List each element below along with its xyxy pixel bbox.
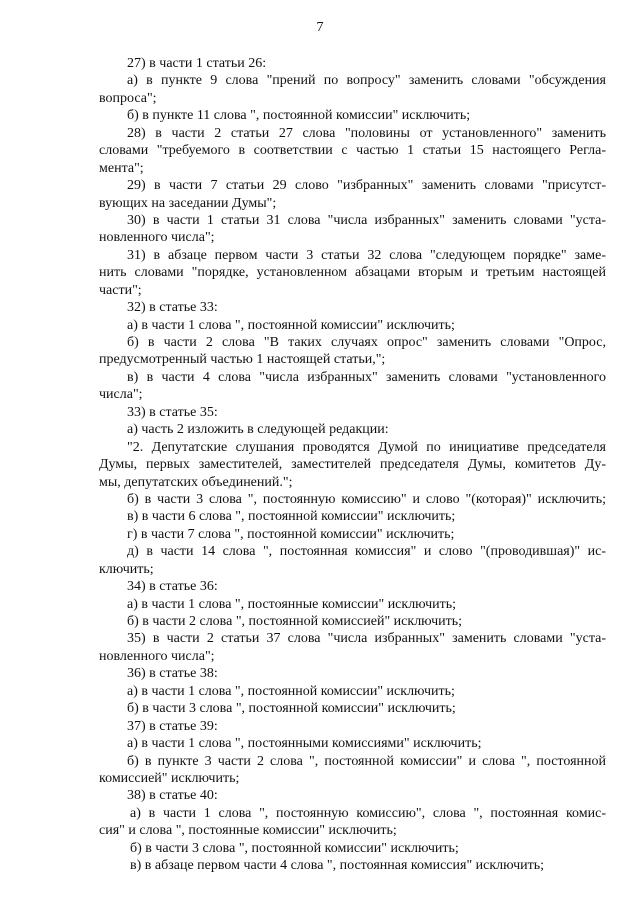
- text-line: б) в пункте 3 части 2 слова ", постоянной комиссии" и слова ", постоянной: [127, 753, 606, 769]
- text-line: а) в части 1 слова ", постоянными комиссиями" исключить;: [127, 736, 482, 752]
- text-line: 32) в статье 33:: [127, 300, 218, 316]
- text-line: мента";: [99, 160, 144, 176]
- text-line: числа";: [99, 387, 143, 403]
- text-line: Думы, первых заместителей, заместителей председателя Думы, комитетов Ду-: [99, 457, 606, 473]
- text-line: 27) в части 1 статьи 26:: [127, 56, 267, 71]
- text-line: 37) в статье 39:: [127, 718, 218, 734]
- text-line: предусмотренный частью 1 настоящей статьи,";: [99, 352, 386, 368]
- text-line: 33) в статье 35:: [127, 404, 218, 420]
- text-line: в) в абзаце первом части 4 слова ", постоянная комиссия" исключить;: [130, 858, 545, 874]
- text-line: вующих на заседании Думы";: [99, 195, 277, 211]
- text-line: в) в части 4 слова "числа избранных" заменить словами "установленного: [127, 369, 606, 385]
- text-line: комиссией" исключить;: [99, 770, 240, 786]
- text-line: б) в части 3 слова ", постоянной комиссии" исключить;: [127, 701, 456, 717]
- text-line: 35) в части 2 статьи 37 слова "числа избранных" заменить словами "уста-: [127, 631, 606, 647]
- text-line: 28) в части 2 статьи 27 слова "половины от установленного" заменить: [127, 125, 606, 141]
- text-line: сия" и слова ", постоянные комиссии" исключить;: [99, 823, 397, 839]
- text-line: б) в части 3 слова ", постоянной комиссии" исключить;: [130, 840, 459, 856]
- text-line: вопроса";: [99, 90, 157, 106]
- text-line: б) в пункте 11 слова ", постоянной комиссии" исключить;: [127, 108, 471, 124]
- text-line: "2. Депутатские слушания проводятся Думой по инициативе председателя: [127, 439, 606, 455]
- text-line: ключить;: [99, 561, 154, 577]
- text-line: 38) в статье 40:: [127, 788, 218, 804]
- text-line: 29) в части 7 статьи 29 слово "избранных" заменить словами "присутст-: [127, 178, 606, 194]
- text-line: б) в части 2 слова ", постоянной комиссией" исключить;: [127, 614, 463, 629]
- text-line: 36) в статье 38:: [127, 666, 218, 682]
- text-line: д) в части 14 слова ", постоянная комиссия" и слово "(проводившая)" ис-: [127, 544, 606, 560]
- text-line: 30) в части 1 статьи 31 слова "числа избранных" заменить словами "уста-: [127, 212, 606, 228]
- text-line: словами "требуемого в соответствии с частью 1 статьи 15 настоящего Регла-: [99, 143, 606, 159]
- text-line: а) в пункте 9 слова "прений по вопросу" заменить словами "обсуждения: [127, 73, 606, 89]
- text-line: г) в части 7 слова ", постоянной комиссии" исключить;: [127, 526, 455, 542]
- text-line: 34) в статье 36:: [127, 579, 218, 595]
- text-line: а) в части 1 слова ", постоянной комиссии" исключить;: [127, 317, 455, 333]
- text-line: мы, депутатских объединений.";: [99, 474, 293, 490]
- text-line: нить словами "порядке, установленном абзацами вторым и третьим настоящей: [99, 265, 606, 281]
- text-line: части";: [99, 282, 142, 298]
- text-line: новленного числа";: [99, 648, 215, 664]
- text-line: а) в части 1 слова ", постоянные комиссии" исключить;: [127, 596, 457, 612]
- text-line: а) часть 2 изложить в следующей редакции:: [127, 422, 389, 438]
- text-line: в) в части 6 слова ", постоянной комиссии" исключить;: [127, 509, 456, 525]
- page-number: 7: [316, 20, 324, 35]
- text-line: б) в части 3 слова ", постоянную комиссию" и слово "(которая)" исключить;: [127, 491, 606, 507]
- text-line: 31) в абзаце первом части 3 статьи 32 слова "следующем порядке" заме-: [127, 247, 606, 263]
- text-line: б) в части 2 слова "В таких случаях опрос" заменить словами "Опрос,: [127, 335, 606, 350]
- text-line: а) в части 1 слова ", постоянную комиссию", слова ", постоянная комис-: [130, 805, 606, 821]
- text-line: а) в части 1 слова ", постоянной комиссии" исключить;: [127, 683, 455, 699]
- text-line: новленного числа";: [99, 230, 215, 246]
- document-body: [99, 55, 606, 875]
